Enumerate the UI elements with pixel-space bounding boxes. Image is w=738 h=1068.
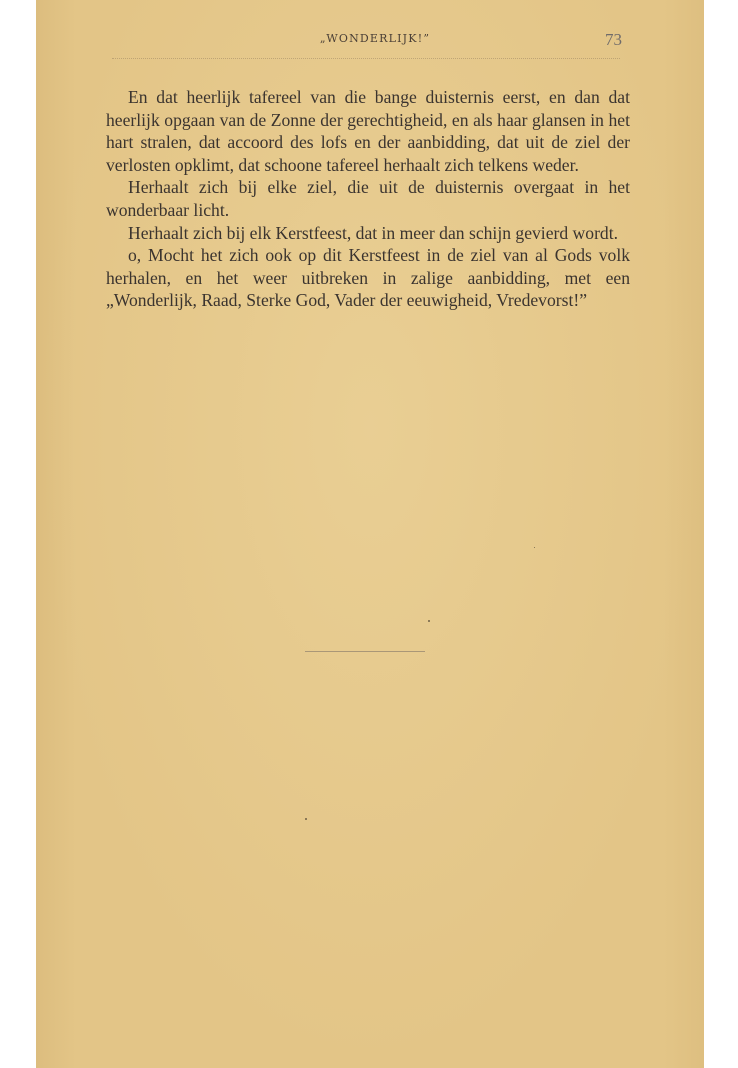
running-title: „WONDERLIJK!” xyxy=(319,32,431,45)
paragraph: o, Mocht het zich ook op dit Kerstfeest in de ziel van al Gods volk herhalen, en het weer uitbreken in zalige aanbidding, met een „Wonderlijk, Raad, Sterke God, Vader der eeuwigheid, Vredevorst!” xyxy=(106,245,630,311)
page-number: 73 xyxy=(605,30,622,49)
header-rule xyxy=(112,58,620,59)
paragraph: En dat heerlijk tafereel van die bange duisternis eerst, en dan dat heerlijk opgaan van de Zonne der gerechtigheid, en als haar glansen in het hart stralen, dat accoord des lofs en der aanbidding, dat uit de ziel der verlosten opklimt, dat schoone tafereel herhaalt zich telkens weder. xyxy=(106,87,630,175)
paper-speck xyxy=(428,620,430,622)
end-rule xyxy=(305,651,425,652)
body-text xyxy=(106,86,630,312)
paper-speck xyxy=(534,547,535,548)
paper-speck xyxy=(305,818,307,820)
paragraph: Herhaalt zich bij elke ziel, die uit de duisternis overgaat in het wonderbaar licht. xyxy=(106,177,630,220)
paragraph: Herhaalt zich bij elk Kerstfeest, dat in meer dan schijn gevierd wordt. xyxy=(128,222,619,243)
